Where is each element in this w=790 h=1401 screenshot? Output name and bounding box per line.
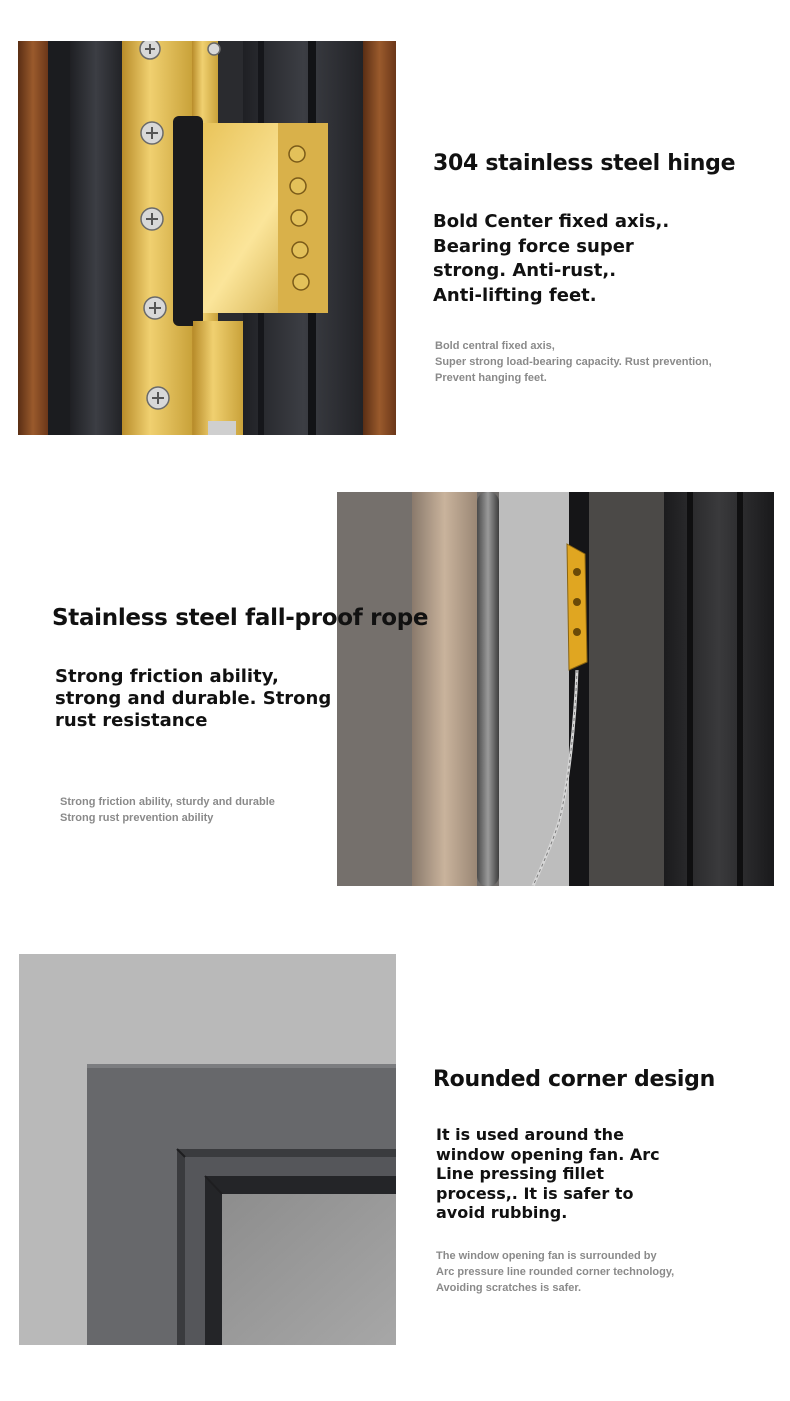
corner-description-line: process,. It is safer to: [436, 1183, 634, 1203]
corner-note-line: Arc pressure line rounded corner technology,: [436, 1266, 675, 1278]
hinge-description-line: strong. Anti-rust,.: [433, 260, 617, 281]
corner-note-line: The window opening fan is surrounded by: [436, 1250, 657, 1262]
corner-description-line: Line pressing fillet: [436, 1164, 604, 1183]
corner-note-line: Avoiding scratches is safer.: [436, 1282, 582, 1294]
hinge-title: 304 stainless steel hinge: [433, 151, 736, 176]
rope-note-line: Strong rust prevention ability: [60, 812, 214, 824]
rope-photo: [337, 492, 774, 886]
hinge-note: [435, 338, 712, 386]
hinge-description-line: Bearing force super: [433, 235, 634, 257]
hinge-description: [433, 210, 669, 308]
hinge-note-line: Bold central fixed axis,: [435, 340, 555, 352]
hinge-note-line: Super strong load-bearing capacity. Rust prevention,: [435, 356, 712, 368]
hinge-photo: [18, 41, 396, 435]
corner-description: [436, 1125, 660, 1223]
corner-description-line: It is used around the: [436, 1125, 624, 1144]
corner-title: Rounded corner design: [433, 1067, 715, 1092]
corner-description-line: avoid rubbing.: [436, 1203, 568, 1222]
rope-description-line: Strong friction ability,: [55, 666, 279, 687]
hinge-description-line: Bold Center fixed axis,.: [433, 211, 670, 232]
rope-title: Stainless steel fall-proof rope: [52, 605, 429, 631]
corner-description-line: window opening fan. Arc: [436, 1144, 660, 1164]
corner-note: [436, 1248, 674, 1296]
rope-description: [55, 666, 331, 732]
hinge-note-line: Prevent hanging feet.: [435, 372, 547, 384]
rope-note: [60, 794, 275, 826]
rope-description-line: strong and durable. Strong: [55, 688, 332, 709]
corner-photo: [19, 954, 396, 1345]
hinge-description-line: Anti-lifting feet.: [433, 284, 597, 306]
rope-note-line: Strong friction ability, sturdy and durable: [60, 796, 275, 808]
rope-description-line: rust resistance: [55, 710, 208, 731]
